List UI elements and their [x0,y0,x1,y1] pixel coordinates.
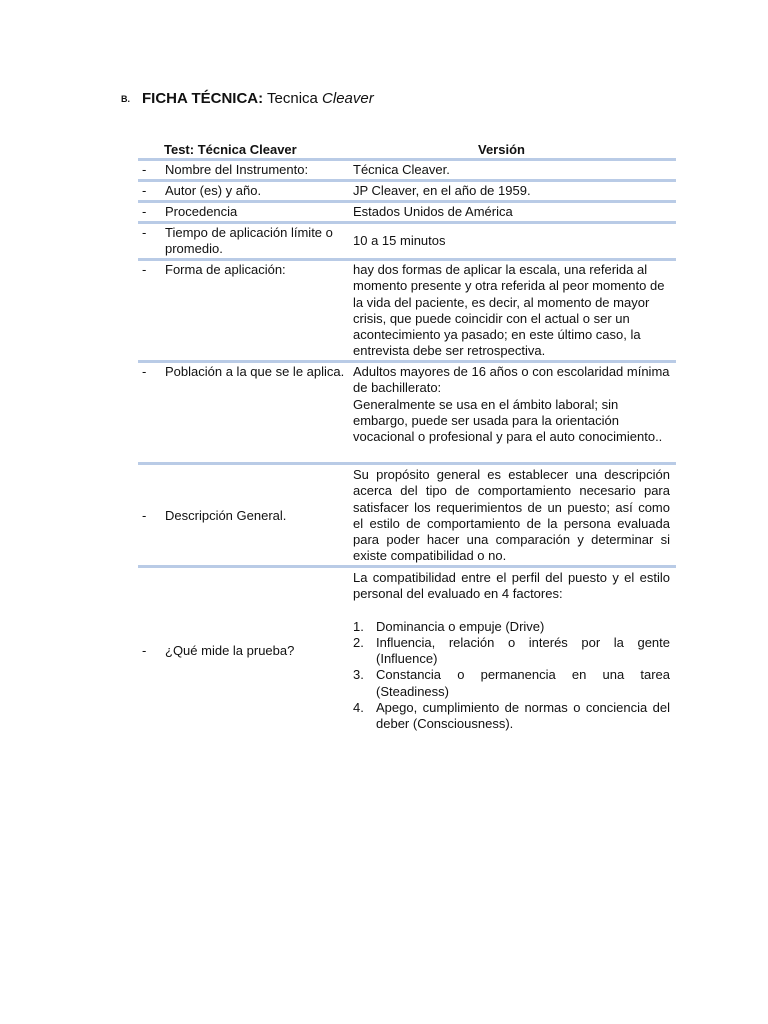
row-bullet: - [142,204,147,219]
list-item: 1. Dominancia o empuje (Drive) [353,618,545,634]
table-row [138,225,676,258]
row-bullet: - [142,225,147,240]
table-row [138,183,676,200]
table-row [138,467,676,565]
table-row [138,204,676,221]
table-header [138,142,676,159]
list-item: 3. Constancia o permanencia en una tarea (Steadiness) [353,667,670,699]
row-label: Descripción General. [165,508,287,523]
row-value-line: Generalmente se usa en el ámbito laboral; sin embargo, puede ser usada para la orientación vocacional o profesional y para el auto conocimiento.. [353,396,663,445]
section-heading [121,90,374,107]
section-label: FICHA TÉCNICA: [142,90,264,107]
section-title: Tecnica Cleaver [267,90,374,107]
row-label: Tiempo de aplicación límite o promedio. [165,225,333,257]
row-value: Estados Unidos de América [353,204,513,219]
row-bullet: - [142,162,147,177]
row-divider [138,258,676,261]
row-value-line: Adultos mayores de 16 años o con escolaridad mínima de bachillerato: [353,364,670,396]
row-divider [138,200,676,203]
list-item: 4. Apego, cumplimiento de normas o conciencia del deber (Consciousness). [353,700,670,732]
section-letter: B. [121,94,130,104]
row-divider [138,221,676,224]
row-label: Autor (es) y año. [165,183,262,198]
row-label: Forma de aplicación: [165,262,286,277]
row-value [353,570,670,733]
row-bullet: - [142,364,147,379]
table-header-version: Versión [478,142,525,157]
row-bullet: - [142,508,147,523]
row-divider [138,179,676,182]
row-value: Su propósito general es establecer una descripción acerca del tipo de comportamiento necesario para satisfacer los requerimientos de un puesto; así como el estilo de comportamiento de la persona evaluada para poder hacer una comparación y determinar si existe compatibilidad o no. [353,467,670,564]
row-value: Técnica Cleaver. [353,162,450,177]
row-divider [138,462,676,465]
row-bullet: - [142,262,147,277]
row-label: Nombre del Instrumento: [165,162,309,177]
factors-list [353,619,670,733]
row-bullet: - [142,183,147,198]
table-row [138,162,676,179]
row-label: Procedencia [165,204,238,219]
row-value: 10 a 15 minutos [353,233,446,248]
row-value [353,364,670,445]
row-divider [138,565,676,568]
row-value: hay dos formas de aplicar la escala, una referida al momento presente y otra referida al peor momento de la vida del paciente, es decir, al momento de mayor crisis, que puede coincidir con el actual o ser un acontecimiento ya pasado; en este último caso, la entrevista debe ser retrospectiva. [353,262,665,359]
table-header-test: Test: Técnica Cleaver [164,142,297,157]
row-bullet: - [142,643,147,658]
table-row [138,570,676,740]
row-value: JP Cleaver, en el año de 1959. [353,183,531,198]
list-item: 2. Influencia, relación o interés por la gente (Influence) [353,634,670,667]
row-label: ¿Qué mide la prueba? [165,643,295,658]
row-label: Población a la que se le aplica. [165,364,345,379]
row-value-intro: La compatibilidad entre el perfil del puesto y el estilo personal del evaluado en 4 factores: [353,570,670,602]
row-divider [138,360,676,363]
table-row [138,364,676,462]
table-row [138,262,676,360]
row-divider [138,158,676,161]
